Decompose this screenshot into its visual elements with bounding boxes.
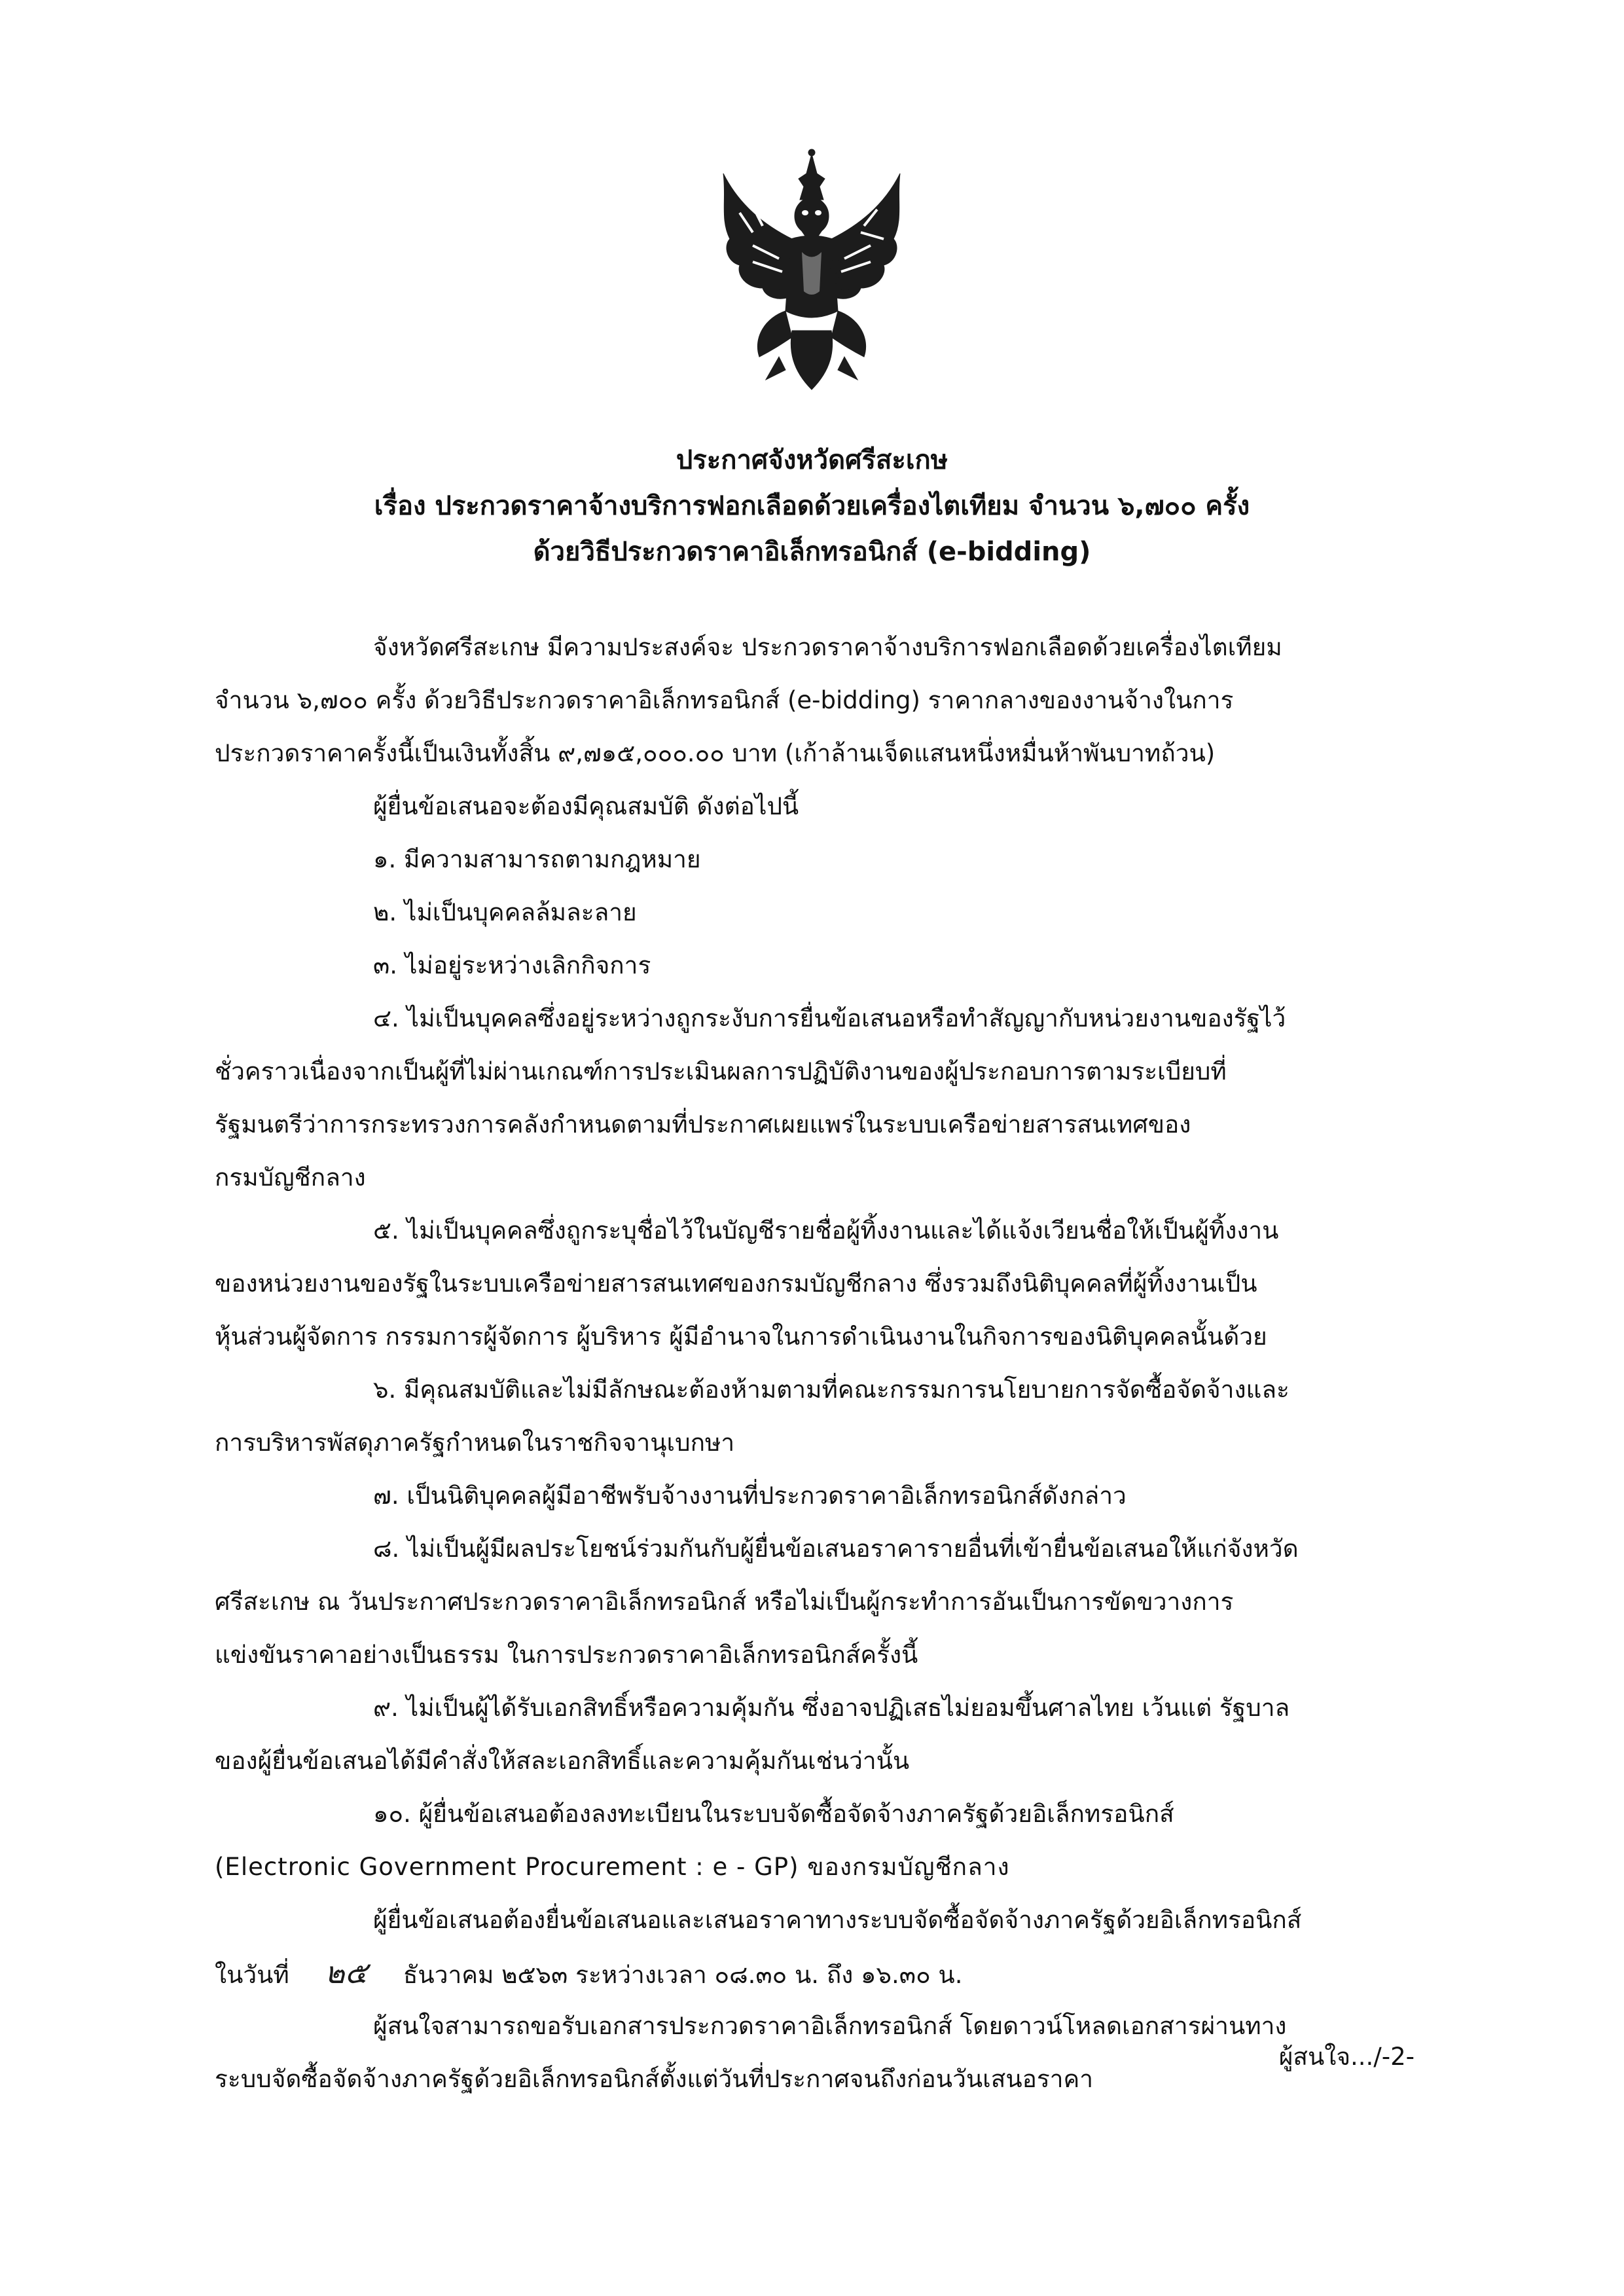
qualification-5-line-3: หุ้นส่วนผู้จัดการ กรรมการผู้จัดการ ผู้บริหาร ผู้มีอำนาจในการดำเนินงานในกิจการของนิติบุคคลนั้นด้วย xyxy=(215,1322,1267,1351)
qualification-1: ๑. มีความสามารถตามกฎหมาย xyxy=(373,845,701,873)
qualification-8-line-1: ๘. ไม่เป็นผู้มีผลประโยชน์ร่วมกันกับผู้ยื่นข้อเสนอราคารายอื่นที่เข้ายื่นข้อเสนอให้แก่จังหวัด xyxy=(373,1535,1299,1563)
qualification-6-line-2: การบริหารพัสดุภาครัฐกำหนดในราชกิจจานุเบกษา xyxy=(215,1429,735,1457)
documents-line-2: ระบบจัดซื้อจัดจ้างภาครัฐด้วยอิเล็กทรอนิกส์ตั้งแต่วันที่ประกาศจนถึงก่อนวันเสนอราคา xyxy=(215,2065,1094,2093)
qualification-5-line-1: ๕. ไม่เป็นบุคคลซึ่งถูกระบุชื่อไว้ในบัญชีรายชื่อผู้ทิ้งงานและได้แจ้งเวียนชื่อให้เป็นผู้ทิ้งงาน xyxy=(373,1216,1279,1245)
handwritten-day: ๒๕ xyxy=(325,1955,368,1990)
announcement-body xyxy=(215,621,1432,2105)
qualification-2: ๒. ไม่เป็นบุคคลล้มละลาย xyxy=(373,898,637,926)
intro-line-2: จำนวน ๖,๗๐๐ ครั้ง ด้วยวิธีประกวดราคาอิเล็กทรอนิกส์ (e-bidding) ราคากลางของงานจ้างในการ xyxy=(215,686,1234,714)
submission-date-line xyxy=(215,1946,1432,1999)
date-rest: ธันวาคม ๒๕๖๓ ระหว่างเวลา ๐๘.๓๐ น. ถึง ๑๖.๓๐ น. xyxy=(403,1961,963,1989)
date-prefix: ในวันที่ xyxy=(215,1961,289,1989)
qualification-4-line-2: ชั่วคราวเนื่องจากเป็นผู้ที่ไม่ผ่านเกณฑ์การประเมินผลการปฏิบัติงานของผู้ประกอบการตามระเบียบที่ xyxy=(215,1057,1227,1085)
title-line-2: เรื่อง ประกวดราคาจ้างบริการฟอกเลือดด้วยเครื่องไตเทียม จำนวน ๖,๗๐๐ ครั้ง xyxy=(374,491,1250,521)
qualification-3: ๓. ไม่อยู่ระหว่างเลิกกิจการ xyxy=(373,951,651,979)
qualification-4-line-4: กรมบัญชีกลาง xyxy=(215,1163,366,1192)
qualification-9-line-2: ของผู้ยื่นข้อเสนอได้มีคำสั่งให้สละเอกสิทธิ์และความคุ้มกันเช่นว่านั้น xyxy=(215,1747,910,1775)
page-continuation: ผู้สนใจ.../-2- xyxy=(1278,2043,1415,2071)
qualification-8-line-3: แข่งขันราคาอย่างเป็นธรรม ในการประกวดราคาอิเล็กทรอนิกส์ครั้งนี้ xyxy=(215,1641,918,1669)
qualification-4-line-1: ๔. ไม่เป็นบุคคลซึ่งอยู่ระหว่างถูกระงับการยื่นข้อเสนอหรือทำสัญญากับหน่วยงานของรัฐไว้ xyxy=(373,1004,1286,1032)
qualification-5-line-2: ของหน่วยงานของรัฐในระบบเครือข่ายสารสนเทศของกรมบัญชีกลาง ซึ่งรวมถึงนิติบุคคลที่ผู้ทิ้งงานเป็น xyxy=(215,1269,1257,1298)
documents-line-1: ผู้สนใจสามารถขอรับเอกสารประกวดราคาอิเล็กทรอนิกส์ โดยดาวน์โหลดเอกสารผ่านทาง xyxy=(373,2012,1287,2040)
qualification-9-line-1: ๙. ไม่เป็นผู้ได้รับเอกสิทธิ์หรือความคุ้มกัน ซึ่งอาจปฏิเสธไม่ยอมขึ้นศาลไทย เว้นแต่ รัฐบาล xyxy=(373,1694,1290,1722)
qualification-4-line-3: รัฐมนตรีว่าการกระทรวงการคลังกำหนดตามที่ประกาศเผยแพร่ในระบบเครือข่ายสารสนเทศของ xyxy=(215,1110,1191,1139)
title-line-1: ประกาศจังหวัดศรีสะเกษ xyxy=(676,445,948,475)
intro-line-1: จังหวัดศรีสะเกษ มีความประสงค์จะ ประกวดราคาจ้างบริการฟอกเลือดด้วยเครื่องไตเทียม xyxy=(373,633,1282,661)
qualification-8-line-2: ศรีสะเกษ ณ วันประกาศประกวดราคาอิเล็กทรอนิกส์ หรือไม่เป็นผู้กระทำการอันเป็นการขัดขวางการ xyxy=(215,1588,1234,1616)
garuda-emblem-icon xyxy=(713,147,910,396)
qualification-10-line-2: (Electronic Government Procurement : e - GP) ของกรมบัญชีกลาง xyxy=(215,1853,1010,1881)
submission-line-1: ผู้ยื่นข้อเสนอต้องยื่นข้อเสนอและเสนอราคาทางระบบจัดซื้อจัดจ้างภาครัฐด้วยอิเล็กทรอนิกส์ xyxy=(373,1906,1302,1934)
title-block xyxy=(0,437,1624,575)
intro-line-3: ประกวดราคาครั้งนี้เป็นเงินทั้งสิ้น ๙,๗๑๕,๐๐๐.๐๐ บาท (เก้าล้านเจ็ดแสนหนึ่งหมื่นห้าพันบาทถ้วน) xyxy=(215,739,1216,767)
intro-line-4: ผู้ยื่นข้อเสนอจะต้องมีคุณสมบัติ ดังต่อไปนี้ xyxy=(373,792,799,820)
qualification-6-line-1: ๖. มีคุณสมบัติและไม่มีลักษณะต้องห้ามตามที่คณะกรรมการนโยบายการจัดซื้อจัดจ้างและ xyxy=(373,1376,1290,1404)
qualification-10-line-1: ๑๐. ผู้ยื่นข้อเสนอต้องลงทะเบียนในระบบจัดซื้อจัดจ้างภาครัฐด้วยอิเล็กทรอนิกส์ xyxy=(373,1800,1174,1828)
title-line-3: ด้วยวิธีประกวดราคาอิเล็กทรอนิกส์ (e-bidding) xyxy=(533,537,1091,567)
qualification-7: ๗. เป็นนิติบุคคลผู้มีอาชีพรับจ้างงานที่ประกวดราคาอิเล็กทรอนิกส์ดังกล่าว xyxy=(373,1482,1127,1510)
